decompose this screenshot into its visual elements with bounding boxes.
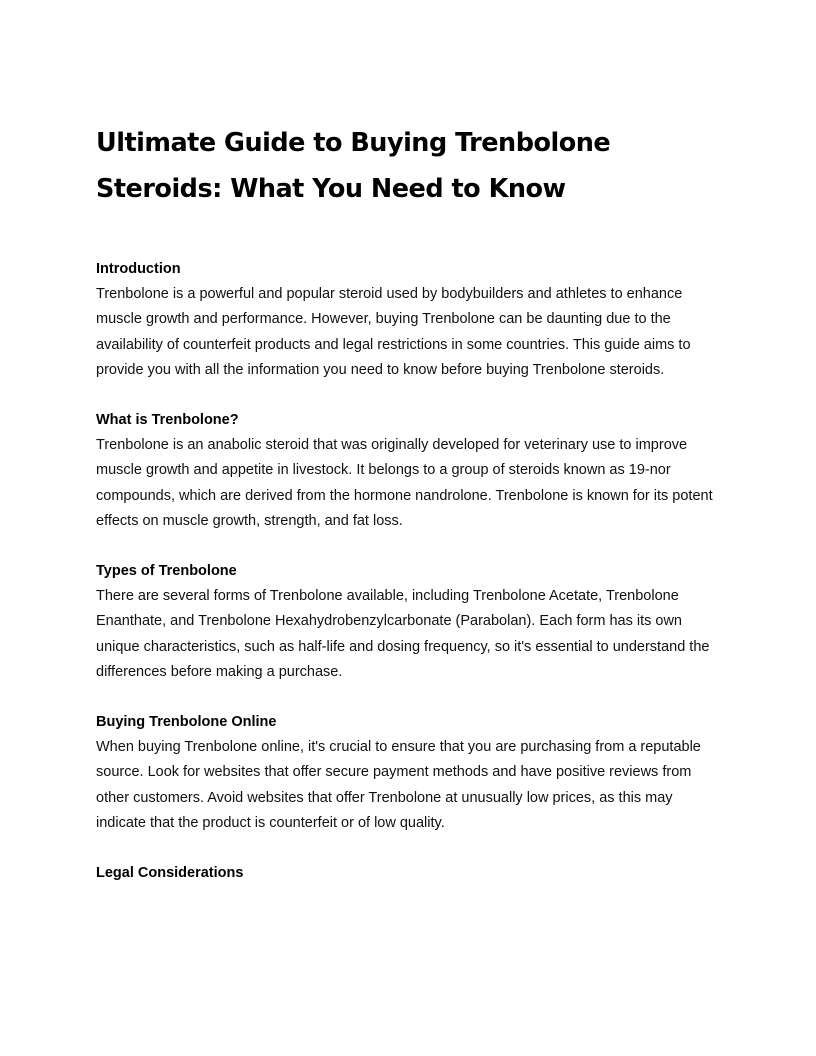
- section-paragraph: There are several forms of Trenbolone available, including Trenbolone Acetate, Trenbolone Enanthate, and Trenbolone Hexahydrobenzylcarbonate (Parabolan). Each form has its own unique characteristics, such as half-life and dosing frequency, so it's essential to understand the differences before making a purchase.: [96, 588, 710, 680]
- section-paragraph: When buying Trenbolone online, it's crucial to ensure that you are purchasing from a reputable source. Look for websites that offer secure payment methods and have positive reviews from other customers. Avoid websites that offer Trenbolone at unusually low prices, as this may indicate that the product is counterfeit or of low quality.: [96, 739, 701, 831]
- section-legal-considerations: [96, 861, 726, 886]
- section-paragraph: Trenbolone is a powerful and popular steroid used by bodybuilders and athletes to enhance muscle growth and performance. However, buying Trenbolone can be daunting due to the availability of counterfeit products and legal restrictions in some countries. This guide aims to provide you with all the information you need to know before buying Trenbolone steroids.: [96, 286, 691, 378]
- section-buying-online: [96, 710, 726, 836]
- section-heading: Buying Trenbolone Online: [96, 714, 277, 731]
- section-heading: Types of Trenbolone: [96, 563, 237, 580]
- document-title: Ultimate Guide to Buying Trenbolone Steroids: What You Need to Know: [96, 128, 611, 204]
- section-what-is-trenbolone: [96, 408, 726, 534]
- section-paragraph: Trenbolone is an anabolic steroid that was originally developed for veterinary use to improve muscle growth and appetite in livestock. It belongs to a group of steroids known as 19-nor compounds, which are derived from the hormone nandrolone. Trenbolone is known for its potent effects on muscle growth, strength, and fat loss.: [96, 437, 713, 529]
- section-heading: Introduction: [96, 261, 181, 277]
- section-types-of-trenbolone: [96, 559, 726, 685]
- document-page: [96, 120, 726, 886]
- section-introduction: [96, 257, 726, 383]
- section-heading: Legal Considerations: [96, 865, 244, 882]
- section-heading: What is Trenbolone?: [96, 412, 239, 429]
